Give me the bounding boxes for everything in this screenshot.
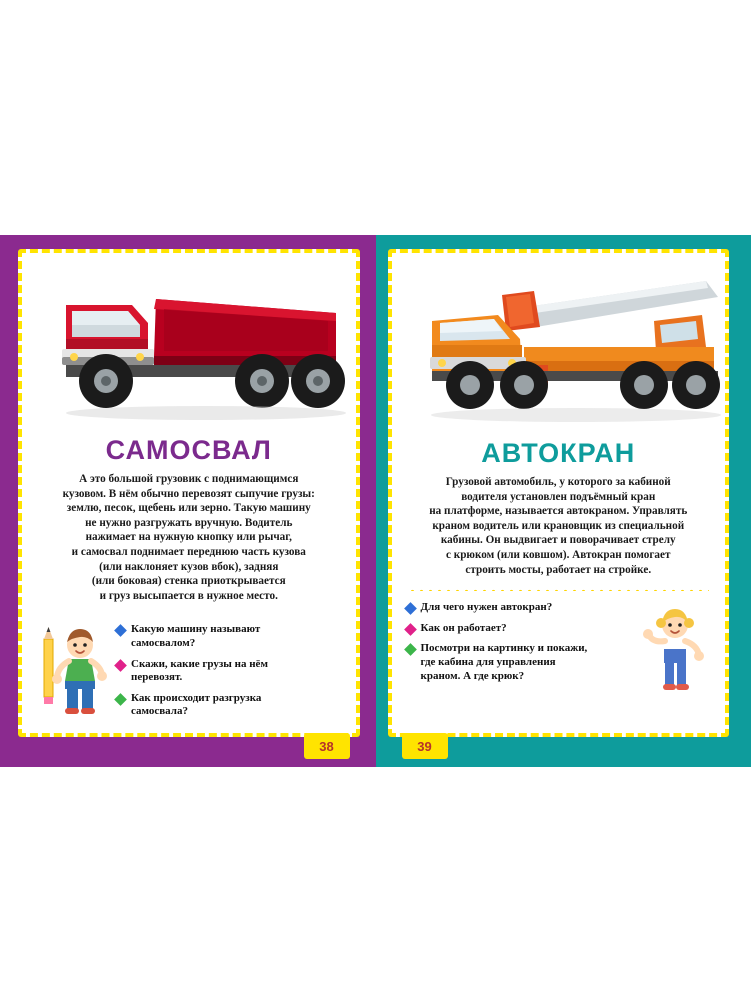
page-number-left: 38 [304,733,350,759]
question-line: Скажи, какие грузы на нём [131,657,268,670]
left-page [0,235,376,767]
body-line: с крюком (или ковшом). Автокран помогает [445,548,671,561]
question-line: Какую машину называют [131,623,261,636]
diamond-bullet-icon [114,693,127,706]
body-line: краном водитель или крановщик из специальной [432,519,685,532]
boy-with-pencil-illustration [36,621,110,722]
dotted-divider [408,587,710,591]
question-text [421,622,507,636]
body-line: нажимает на нужную кнопку или рычаг, [85,531,292,544]
list-item[interactable] [116,658,342,685]
body-line: (или наклоняет кузов вбок), задняя [99,560,279,573]
question-text [421,601,553,615]
body-text-right [406,475,712,577]
dump-truck-illustration [36,261,342,433]
body-line: (или боковая) стенка приоткрывается [91,575,286,588]
right-page-card [388,249,730,737]
diamond-bullet-icon [404,643,417,656]
right-page [376,235,751,767]
question-list-right [406,599,632,690]
diamond-bullet-icon [114,659,127,672]
question-line: самосвалом? [131,636,196,649]
question-text [131,658,268,685]
body-line: водителя установлен подъёмный кран [461,490,656,503]
list-item[interactable] [116,623,342,650]
question-line: где кабина для управления [420,655,556,668]
page-title-right: АВТОКРАН [481,438,636,468]
list-item[interactable] [406,622,632,636]
question-text [131,623,260,650]
mobile-crane-illustration [406,261,712,436]
question-line: самосвала? [131,705,188,718]
body-line: и груз высыпается в нужное место. [99,589,278,602]
question-line: перевозят. [131,671,183,684]
question-line: Как он работает? [420,621,507,634]
page-title-left: САМОСВАЛ [105,435,272,465]
question-line: краном. А где крюк? [420,669,525,682]
question-list-left [116,621,342,726]
book-spread [0,235,751,767]
question-text [421,642,588,683]
body-line: кузовом. В нём обычно перевозят сыпучие грузы: [62,487,315,500]
diamond-bullet-icon [114,624,127,637]
body-line: кабины. Он выдвигает и поворачивает стрелу [440,534,676,547]
questions-block-right [406,599,712,725]
question-text [131,692,261,719]
body-line: А это большой грузовик с поднимающимся [79,473,299,485]
questions-block-left [36,621,342,726]
body-line: и самосвал поднимает переднюю часть кузова [71,545,306,558]
body-line: Грузовой автомобиль, у которого за кабиной [445,476,671,488]
body-line: не нужно разгружать вручную. Водитель [85,516,293,529]
diamond-bullet-icon [404,623,417,636]
list-item[interactable] [406,601,632,615]
body-text-left [36,472,342,603]
left-page-card [18,249,360,737]
body-line: землю, песок, щебень или зерно. Такую машину [66,502,311,515]
body-line: строить мосты, работает на стройке. [465,563,652,576]
list-item[interactable] [406,642,632,683]
question-line: Посмотри на картинку и покажи, [420,642,588,655]
body-line: на платформе, называется автокраном. Управлять [429,505,688,518]
list-item[interactable] [116,692,342,719]
page-number-right: 39 [402,733,448,759]
question-line: Как происходит разгрузка [131,691,262,704]
girl-pointing-illustration [637,599,711,700]
diamond-bullet-icon [404,602,417,615]
question-line: Для чего нужен автокран? [420,601,553,614]
